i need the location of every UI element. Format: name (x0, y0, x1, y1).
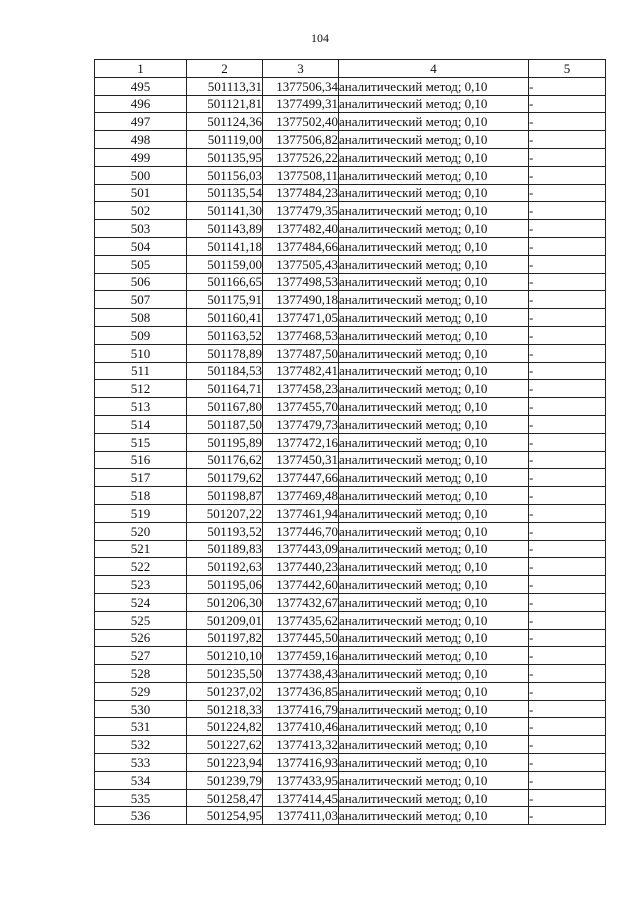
point-number-cell: 523 (95, 576, 187, 594)
table-row (95, 522, 606, 540)
y-coordinate-cell: 1377484,66 (263, 237, 339, 255)
note-cell: - (529, 736, 606, 754)
table-row (95, 95, 606, 113)
note-cell: - (529, 807, 606, 825)
x-coordinate-cell: 501121,81 (187, 95, 263, 113)
table-row (95, 220, 606, 238)
x-coordinate-cell: 501189,83 (187, 540, 263, 558)
method-accuracy-cell: аналитический метод; 0,10 (339, 451, 529, 469)
x-coordinate-cell: 501198,87 (187, 487, 263, 505)
x-coordinate-cell: 501210,10 (187, 647, 263, 665)
point-number-cell: 514 (95, 415, 187, 433)
x-coordinate-cell: 501254,95 (187, 807, 263, 825)
point-number-cell: 532 (95, 736, 187, 754)
header-col-4: 4 (339, 60, 529, 78)
y-coordinate-cell: 1377432,67 (263, 593, 339, 611)
y-coordinate-cell: 1377484,23 (263, 184, 339, 202)
point-number-cell: 534 (95, 771, 187, 789)
point-number-cell: 536 (95, 807, 187, 825)
x-coordinate-cell: 501209,01 (187, 611, 263, 629)
table-row (95, 148, 606, 166)
x-coordinate-cell: 501195,06 (187, 576, 263, 594)
x-coordinate-cell: 501135,95 (187, 148, 263, 166)
point-number-cell: 495 (95, 77, 187, 95)
point-number-cell: 519 (95, 504, 187, 522)
table-row (95, 184, 606, 202)
y-coordinate-cell: 1377506,34 (263, 77, 339, 95)
table-row (95, 362, 606, 380)
point-number-cell: 518 (95, 487, 187, 505)
method-accuracy-cell: аналитический метод; 0,10 (339, 469, 529, 487)
table-row (95, 789, 606, 807)
point-number-cell: 505 (95, 255, 187, 273)
method-accuracy-cell: аналитический метод; 0,10 (339, 807, 529, 825)
y-coordinate-cell: 1377506,82 (263, 131, 339, 149)
table-row (95, 593, 606, 611)
y-coordinate-cell: 1377414,45 (263, 789, 339, 807)
x-coordinate-cell: 501141,30 (187, 202, 263, 220)
point-number-cell: 526 (95, 629, 187, 647)
point-number-cell: 522 (95, 558, 187, 576)
x-coordinate-cell: 501206,30 (187, 593, 263, 611)
y-coordinate-cell: 1377416,93 (263, 754, 339, 772)
point-number-cell: 529 (95, 682, 187, 700)
point-number-cell: 510 (95, 344, 187, 362)
note-cell: - (529, 433, 606, 451)
note-cell: - (529, 255, 606, 273)
table-row (95, 433, 606, 451)
x-coordinate-cell: 501224,82 (187, 718, 263, 736)
table-row (95, 113, 606, 131)
method-accuracy-cell: аналитический метод; 0,10 (339, 202, 529, 220)
note-cell: - (529, 131, 606, 149)
point-number-cell: 517 (95, 469, 187, 487)
x-coordinate-cell: 501195,89 (187, 433, 263, 451)
y-coordinate-cell: 1377447,66 (263, 469, 339, 487)
table-row (95, 291, 606, 309)
header-col-2: 2 (187, 60, 263, 78)
note-cell: - (529, 469, 606, 487)
table-row (95, 166, 606, 184)
point-number-cell: 521 (95, 540, 187, 558)
x-coordinate-cell: 501184,53 (187, 362, 263, 380)
method-accuracy-cell: аналитический метод; 0,10 (339, 593, 529, 611)
method-accuracy-cell: аналитический метод; 0,10 (339, 237, 529, 255)
table-row (95, 504, 606, 522)
note-cell: - (529, 415, 606, 433)
table-row (95, 380, 606, 398)
method-accuracy-cell: аналитический метод; 0,10 (339, 166, 529, 184)
method-accuracy-cell: аналитический метод; 0,10 (339, 540, 529, 558)
table-row (95, 487, 606, 505)
method-accuracy-cell: аналитический метод; 0,10 (339, 273, 529, 291)
x-coordinate-cell: 501218,33 (187, 700, 263, 718)
point-number-cell: 497 (95, 113, 187, 131)
note-cell: - (529, 113, 606, 131)
header-col-5: 5 (529, 60, 606, 78)
y-coordinate-cell: 1377411,03 (263, 807, 339, 825)
point-number-cell: 500 (95, 166, 187, 184)
method-accuracy-cell: аналитический метод; 0,10 (339, 789, 529, 807)
coordinates-table (94, 59, 606, 825)
point-number-cell: 515 (95, 433, 187, 451)
y-coordinate-cell: 1377450,31 (263, 451, 339, 469)
x-coordinate-cell: 501164,71 (187, 380, 263, 398)
table-row (95, 237, 606, 255)
x-coordinate-cell: 501197,82 (187, 629, 263, 647)
point-number-cell: 525 (95, 611, 187, 629)
method-accuracy-cell: аналитический метод; 0,10 (339, 754, 529, 772)
y-coordinate-cell: 1377469,48 (263, 487, 339, 505)
y-coordinate-cell: 1377442,60 (263, 576, 339, 594)
page-number: 104 (311, 31, 329, 45)
point-number-cell: 501 (95, 184, 187, 202)
point-number-cell: 503 (95, 220, 187, 238)
table-row (95, 629, 606, 647)
note-cell: - (529, 771, 606, 789)
note-cell: - (529, 540, 606, 558)
method-accuracy-cell: аналитический метод; 0,10 (339, 148, 529, 166)
method-accuracy-cell: аналитический метод; 0,10 (339, 665, 529, 683)
method-accuracy-cell: аналитический метод; 0,10 (339, 487, 529, 505)
point-number-cell: 502 (95, 202, 187, 220)
note-cell: - (529, 148, 606, 166)
table-row (95, 77, 606, 95)
note-cell: - (529, 522, 606, 540)
x-coordinate-cell: 501159,00 (187, 255, 263, 273)
method-accuracy-cell: аналитический метод; 0,10 (339, 629, 529, 647)
point-number-cell: 513 (95, 398, 187, 416)
y-coordinate-cell: 1377471,05 (263, 309, 339, 327)
point-number-cell: 516 (95, 451, 187, 469)
y-coordinate-cell: 1377505,43 (263, 255, 339, 273)
method-accuracy-cell: аналитический метод; 0,10 (339, 398, 529, 416)
note-cell: - (529, 166, 606, 184)
table-row (95, 771, 606, 789)
x-coordinate-cell: 501239,79 (187, 771, 263, 789)
method-accuracy-cell: аналитический метод; 0,10 (339, 736, 529, 754)
x-coordinate-cell: 501176,62 (187, 451, 263, 469)
note-cell: - (529, 789, 606, 807)
point-number-cell: 509 (95, 326, 187, 344)
note-cell: - (529, 682, 606, 700)
note-cell: - (529, 77, 606, 95)
x-coordinate-cell: 501167,80 (187, 398, 263, 416)
note-cell: - (529, 398, 606, 416)
x-coordinate-cell: 501179,62 (187, 469, 263, 487)
table-row (95, 647, 606, 665)
note-cell: - (529, 95, 606, 113)
x-coordinate-cell: 501175,91 (187, 291, 263, 309)
table-row (95, 718, 606, 736)
table-row (95, 611, 606, 629)
note-cell: - (529, 291, 606, 309)
table-header-row (95, 60, 606, 78)
note-cell: - (529, 344, 606, 362)
note-cell: - (529, 451, 606, 469)
table-row (95, 326, 606, 344)
note-cell: - (529, 237, 606, 255)
table-row (95, 344, 606, 362)
x-coordinate-cell: 501237,02 (187, 682, 263, 700)
method-accuracy-cell: аналитический метод; 0,10 (339, 700, 529, 718)
method-accuracy-cell: аналитический метод; 0,10 (339, 131, 529, 149)
table-row (95, 682, 606, 700)
y-coordinate-cell: 1377499,31 (263, 95, 339, 113)
note-cell: - (529, 647, 606, 665)
note-cell: - (529, 504, 606, 522)
table-row (95, 665, 606, 683)
x-coordinate-cell: 501235,50 (187, 665, 263, 683)
y-coordinate-cell: 1377459,16 (263, 647, 339, 665)
point-number-cell: 531 (95, 718, 187, 736)
table-row (95, 469, 606, 487)
table-row (95, 700, 606, 718)
note-cell: - (529, 184, 606, 202)
y-coordinate-cell: 1377446,70 (263, 522, 339, 540)
note-cell: - (529, 309, 606, 327)
header-col-3: 3 (263, 60, 339, 78)
table-row (95, 736, 606, 754)
note-cell: - (529, 202, 606, 220)
point-number-cell: 496 (95, 95, 187, 113)
point-number-cell: 533 (95, 754, 187, 772)
method-accuracy-cell: аналитический метод; 0,10 (339, 611, 529, 629)
point-number-cell: 535 (95, 789, 187, 807)
x-coordinate-cell: 501124,36 (187, 113, 263, 131)
note-cell: - (529, 629, 606, 647)
table-row (95, 754, 606, 772)
y-coordinate-cell: 1377487,50 (263, 344, 339, 362)
point-number-cell: 504 (95, 237, 187, 255)
table-row (95, 398, 606, 416)
note-cell: - (529, 576, 606, 594)
table-row (95, 540, 606, 558)
table-row (95, 576, 606, 594)
x-coordinate-cell: 501163,52 (187, 326, 263, 344)
y-coordinate-cell: 1377502,40 (263, 113, 339, 131)
method-accuracy-cell: аналитический метод; 0,10 (339, 344, 529, 362)
y-coordinate-cell: 1377433,95 (263, 771, 339, 789)
x-coordinate-cell: 501160,41 (187, 309, 263, 327)
point-number-cell: 524 (95, 593, 187, 611)
method-accuracy-cell: аналитический метод; 0,10 (339, 95, 529, 113)
x-coordinate-cell: 501119,00 (187, 131, 263, 149)
method-accuracy-cell: аналитический метод; 0,10 (339, 255, 529, 273)
point-number-cell: 527 (95, 647, 187, 665)
x-coordinate-cell: 501258,47 (187, 789, 263, 807)
header-col-1: 1 (95, 60, 187, 78)
method-accuracy-cell: аналитический метод; 0,10 (339, 504, 529, 522)
y-coordinate-cell: 1377498,53 (263, 273, 339, 291)
method-accuracy-cell: аналитический метод; 0,10 (339, 718, 529, 736)
note-cell: - (529, 220, 606, 238)
point-number-cell: 506 (95, 273, 187, 291)
x-coordinate-cell: 501178,89 (187, 344, 263, 362)
y-coordinate-cell: 1377440,23 (263, 558, 339, 576)
y-coordinate-cell: 1377443,09 (263, 540, 339, 558)
point-number-cell: 498 (95, 131, 187, 149)
y-coordinate-cell: 1377490,18 (263, 291, 339, 309)
x-coordinate-cell: 501143,89 (187, 220, 263, 238)
y-coordinate-cell: 1377468,53 (263, 326, 339, 344)
y-coordinate-cell: 1377479,73 (263, 415, 339, 433)
y-coordinate-cell: 1377479,35 (263, 202, 339, 220)
point-number-cell: 511 (95, 362, 187, 380)
y-coordinate-cell: 1377416,79 (263, 700, 339, 718)
y-coordinate-cell: 1377508,11 (263, 166, 339, 184)
x-coordinate-cell: 501166,65 (187, 273, 263, 291)
y-coordinate-cell: 1377482,41 (263, 362, 339, 380)
table-row (95, 415, 606, 433)
note-cell: - (529, 665, 606, 683)
table-row (95, 202, 606, 220)
note-cell: - (529, 718, 606, 736)
point-number-cell: 507 (95, 291, 187, 309)
y-coordinate-cell: 1377461,94 (263, 504, 339, 522)
method-accuracy-cell: аналитический метод; 0,10 (339, 380, 529, 398)
table-row (95, 807, 606, 825)
method-accuracy-cell: аналитический метод; 0,10 (339, 682, 529, 700)
y-coordinate-cell: 1377482,40 (263, 220, 339, 238)
note-cell: - (529, 754, 606, 772)
x-coordinate-cell: 501193,52 (187, 522, 263, 540)
note-cell: - (529, 611, 606, 629)
note-cell: - (529, 487, 606, 505)
note-cell: - (529, 326, 606, 344)
y-coordinate-cell: 1377526,22 (263, 148, 339, 166)
method-accuracy-cell: аналитический метод; 0,10 (339, 309, 529, 327)
method-accuracy-cell: аналитический метод; 0,10 (339, 647, 529, 665)
y-coordinate-cell: 1377455,70 (263, 398, 339, 416)
method-accuracy-cell: аналитический метод; 0,10 (339, 184, 529, 202)
point-number-cell: 530 (95, 700, 187, 718)
x-coordinate-cell: 501156,03 (187, 166, 263, 184)
note-cell: - (529, 273, 606, 291)
point-number-cell: 528 (95, 665, 187, 683)
table-row (95, 273, 606, 291)
note-cell: - (529, 593, 606, 611)
x-coordinate-cell: 501207,22 (187, 504, 263, 522)
y-coordinate-cell: 1377445,50 (263, 629, 339, 647)
table-row (95, 309, 606, 327)
y-coordinate-cell: 1377435,62 (263, 611, 339, 629)
method-accuracy-cell: аналитический метод; 0,10 (339, 326, 529, 344)
method-accuracy-cell: аналитический метод; 0,10 (339, 433, 529, 451)
table-row (95, 558, 606, 576)
method-accuracy-cell: аналитический метод; 0,10 (339, 220, 529, 238)
y-coordinate-cell: 1377472,16 (263, 433, 339, 451)
y-coordinate-cell: 1377458,23 (263, 380, 339, 398)
method-accuracy-cell: аналитический метод; 0,10 (339, 771, 529, 789)
method-accuracy-cell: аналитический метод; 0,10 (339, 362, 529, 380)
y-coordinate-cell: 1377438,43 (263, 665, 339, 683)
table-row (95, 131, 606, 149)
method-accuracy-cell: аналитический метод; 0,10 (339, 77, 529, 95)
point-number-cell: 508 (95, 309, 187, 327)
method-accuracy-cell: аналитический метод; 0,10 (339, 291, 529, 309)
x-coordinate-cell: 501135,54 (187, 184, 263, 202)
method-accuracy-cell: аналитический метод; 0,10 (339, 522, 529, 540)
table-row (95, 451, 606, 469)
note-cell: - (529, 380, 606, 398)
point-number-cell: 520 (95, 522, 187, 540)
method-accuracy-cell: аналитический метод; 0,10 (339, 415, 529, 433)
point-number-cell: 499 (95, 148, 187, 166)
x-coordinate-cell: 501192,63 (187, 558, 263, 576)
note-cell: - (529, 362, 606, 380)
method-accuracy-cell: аналитический метод; 0,10 (339, 558, 529, 576)
x-coordinate-cell: 501141,18 (187, 237, 263, 255)
x-coordinate-cell: 501113,31 (187, 77, 263, 95)
y-coordinate-cell: 1377410,46 (263, 718, 339, 736)
x-coordinate-cell: 501187,50 (187, 415, 263, 433)
point-number-cell: 512 (95, 380, 187, 398)
note-cell: - (529, 558, 606, 576)
note-cell: - (529, 700, 606, 718)
table-row (95, 255, 606, 273)
y-coordinate-cell: 1377436,85 (263, 682, 339, 700)
x-coordinate-cell: 501223,94 (187, 754, 263, 772)
method-accuracy-cell: аналитический метод; 0,10 (339, 113, 529, 131)
method-accuracy-cell: аналитический метод; 0,10 (339, 576, 529, 594)
y-coordinate-cell: 1377413,32 (263, 736, 339, 754)
x-coordinate-cell: 501227,62 (187, 736, 263, 754)
